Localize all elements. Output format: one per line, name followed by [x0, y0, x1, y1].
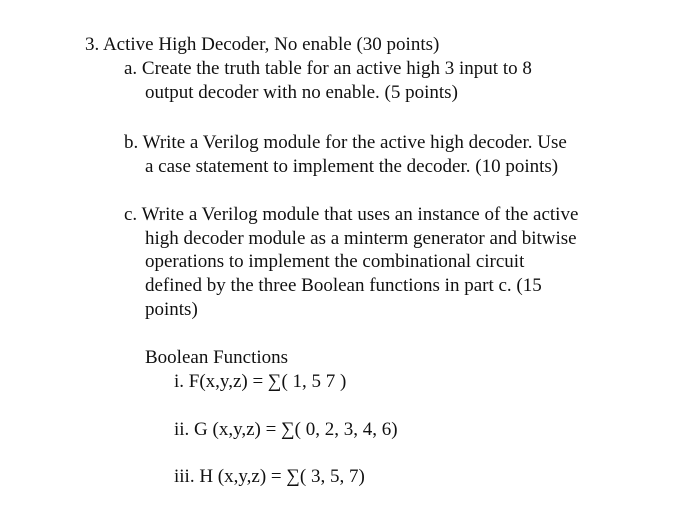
- boolean-functions-title: Boolean Functions: [145, 347, 289, 368]
- part-c-line-4: defined by the three Boolean functions in part c. (15: [145, 275, 542, 296]
- part-a-line-1: a. Create the truth table for an active high 3 input to 8: [124, 58, 532, 79]
- part-c-line-3: operations to implement the combinational circuit: [145, 251, 525, 272]
- part-b-line-1: b. Write a Verilog module for the active high decoder. Use: [124, 132, 567, 153]
- question-heading: 3. Active High Decoder, No enable (30 points): [85, 34, 440, 55]
- part-c-line-5: points): [145, 299, 198, 320]
- function-h: iii. H (x,y,z) = ∑( 3, 5, 7): [174, 466, 365, 487]
- part-b-line-2: a case statement to implement the decoder. (10 points): [145, 156, 559, 177]
- function-g: ii. G (x,y,z) = ∑( 0, 2, 3, 4, 6): [174, 419, 398, 440]
- function-f: i. F(x,y,z) = ∑( 1, 5 7 ): [174, 371, 347, 392]
- part-c-line-1: c. Write a Verilog module that uses an instance of the active: [124, 204, 579, 225]
- part-a-line-2: output decoder with no enable. (5 points): [145, 82, 458, 103]
- part-c-line-2: high decoder module as a minterm generator and bitwise: [145, 228, 577, 249]
